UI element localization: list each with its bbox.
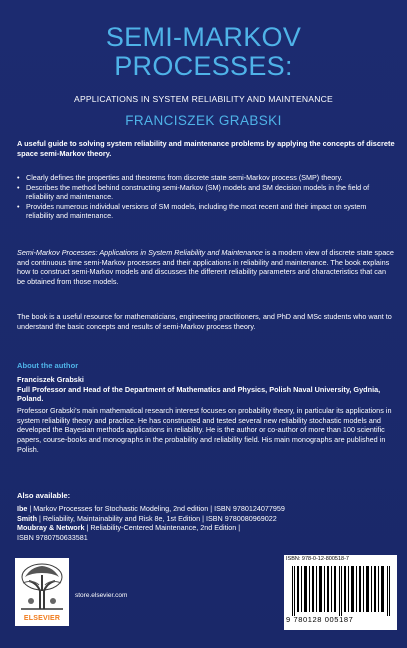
author-bio-name: Franciszek Grabski <box>17 375 84 384</box>
description-text: is a modern view of discrete state space and continuous time semi-Markov processes and their applications in reliability and maintenance. The book explains how to construct semi-Markov models and discusses the different reliability parameters and characteristics that can be obtained from those models. <box>17 248 394 287</box>
list-item-text: | Markov Processes for Stochastic Modeling, 2nd edition | ISBN 9780124077959 <box>27 504 285 513</box>
list-item <box>17 533 397 543</box>
elsevier-wordmark: ELSEVIER <box>23 615 61 622</box>
list-item-text: ISBN 9780750633581 <box>17 533 88 543</box>
title-line-1: SEMI-MARKOV <box>105 22 302 52</box>
list-item-author: Smith <box>17 513 37 523</box>
author-bio: Professor Grabski’s main mathematical research interest focuses on probability theory, in particular its applications in system reliability theory and practice. He has constructed and tested several new reliability stochastic models and developed the Bayesian methods applications in reliability. He is the author or co-author of more than 100 scientific papers, course-books and monographs in the probability and reliability field. His main monographs are published in Polish. <box>17 406 392 454</box>
barcode-number: 9 780128 005187 <box>286 615 354 624</box>
list-item <box>17 523 397 533</box>
list-item-author: Ibe <box>17 504 28 513</box>
also-available-heading: Also available: <box>17 491 71 500</box>
barcode-icon <box>292 566 392 616</box>
author-position: Full Professor and Head of the Department of Mathematics and Physics, Polish Naval University, Gydnia, Poland. <box>17 384 381 404</box>
store-url: store.elsevier.com <box>75 592 128 599</box>
also-available-list <box>17 504 397 543</box>
elsevier-tree-icon <box>19 561 65 611</box>
list-item <box>17 504 397 514</box>
feature-item: • Describes the method behind constructing semi-Markov (SM) models and SM decision models in the field of reliability and maintenance. <box>17 183 395 202</box>
isbn-barcode <box>284 555 397 630</box>
intro-paragraph: A useful guide to solving system reliability and maintenance problems by applying the concepts of discrete space semi-Markov theory. <box>17 139 395 158</box>
description-paragraph <box>17 248 395 287</box>
author-name: FRANCISZEK GRABSKI <box>125 113 282 128</box>
feature-item: • Provides numerous individual versions of SM models, including the most recent and their impact on system reliability and maintenance. <box>17 202 395 221</box>
author-affiliation <box>17 375 395 404</box>
list-item-text: | Reliability-Centered Maintenance, 2nd Edition | <box>84 523 241 533</box>
feature-item: • Clearly defines the properties and theorems from discrete state semi-Markov process (SMP) theory. <box>17 173 395 183</box>
title-line-2: PROCESSES: <box>114 51 293 81</box>
list-item-text: | Reliability, Maintainability and Risk 8e, 1st Edition | ISBN 9780080969022 <box>36 513 277 523</box>
list-item-author: Moubray & Network <box>17 523 85 533</box>
subtitle: APPLICATIONS IN SYSTEM RELIABILITY AND MAINTENANCE <box>74 94 333 104</box>
feature-list <box>17 173 395 221</box>
book-title-italic: Semi-Markov Processes: Applications in System Reliability and Maintenance <box>17 248 263 257</box>
about-author-heading: About the author <box>17 361 79 370</box>
isbn-label: ISBN: 978-0-12-800518-7 <box>286 556 349 562</box>
audience-paragraph: The book is a useful resource for mathematicians, engineering practitioners, and PhD and MSc students who want to understand the basic concepts and results of semi-Markov process theory. <box>17 312 392 331</box>
list-item <box>17 514 397 524</box>
elsevier-logo <box>15 558 69 626</box>
